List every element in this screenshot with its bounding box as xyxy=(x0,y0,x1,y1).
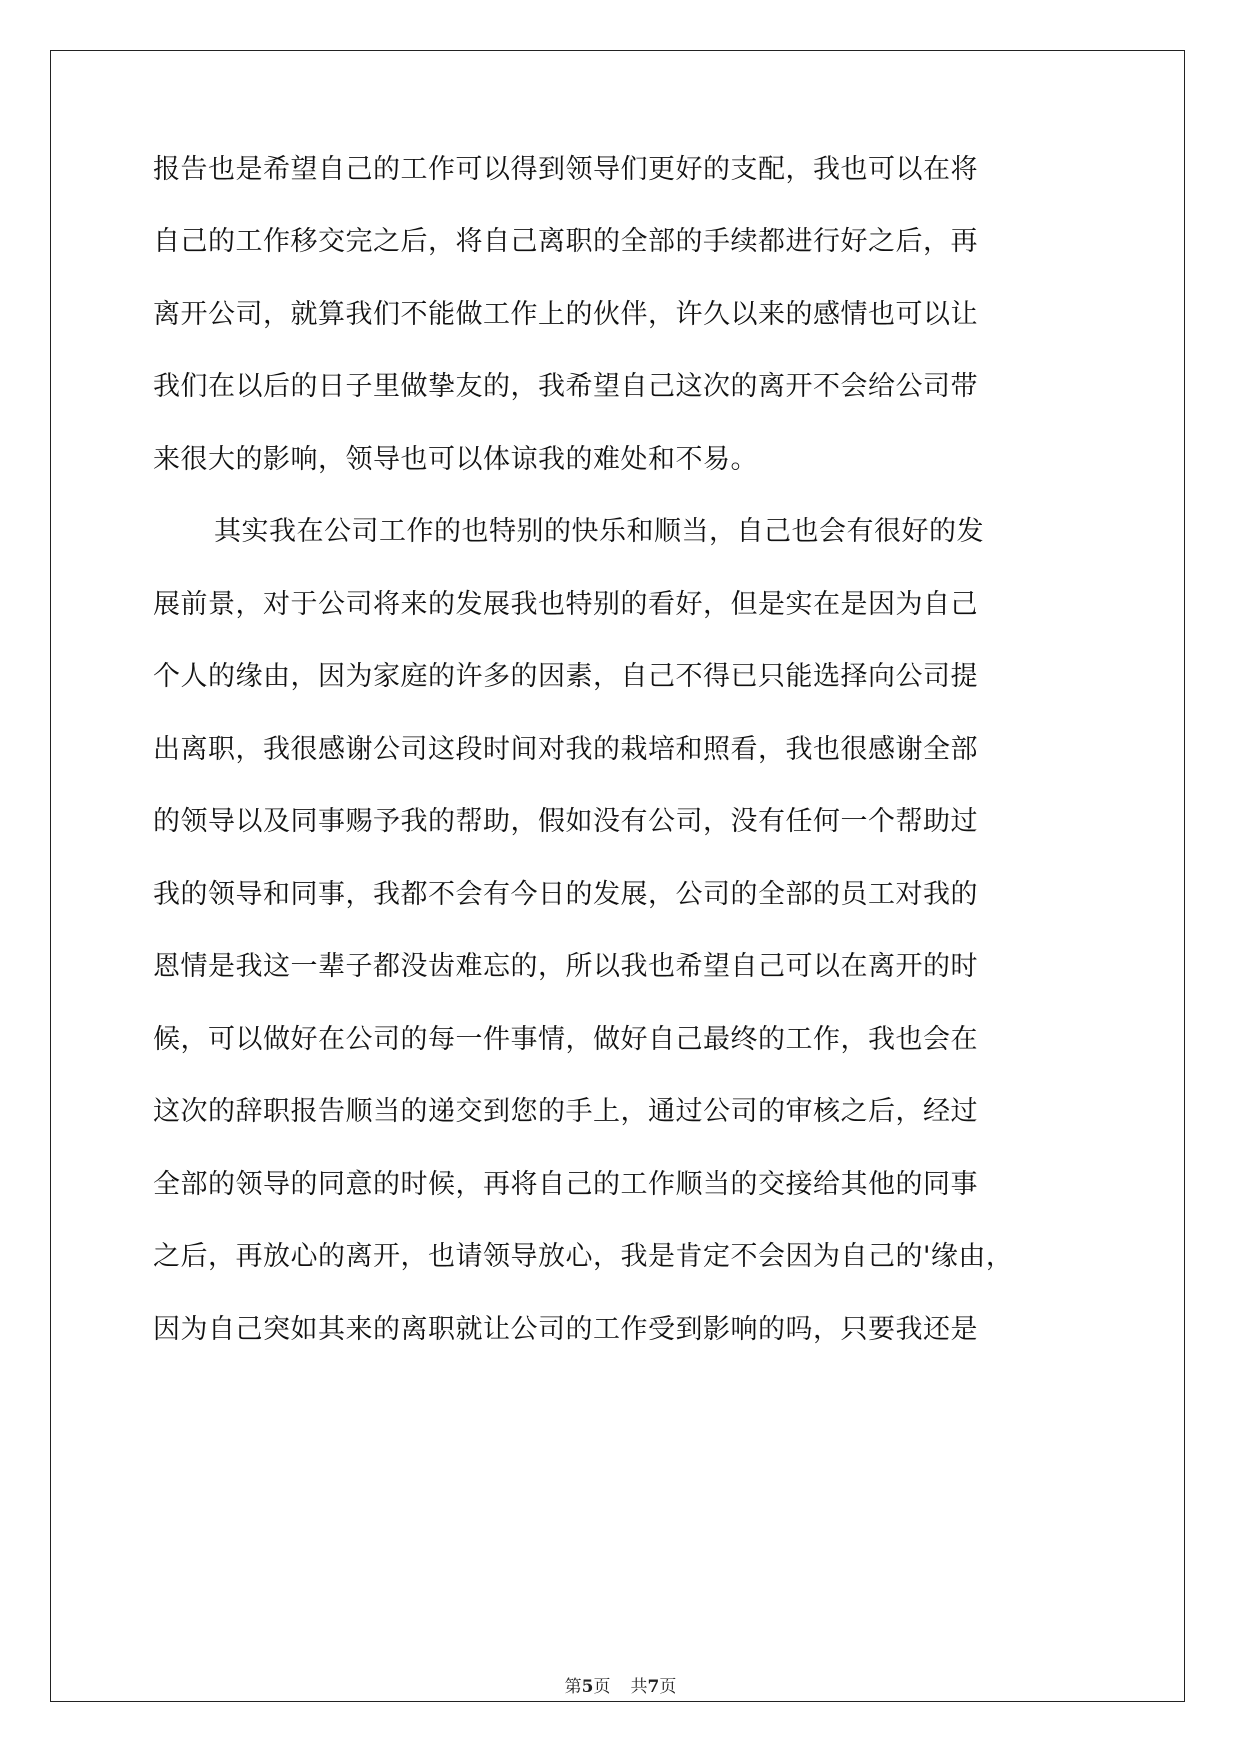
total-pages: 7 xyxy=(647,1677,660,1697)
body-line: 来很大的影响，领导也可以体谅我的难处和不易。 xyxy=(153,444,758,475)
footer-prefix: 第 xyxy=(564,1677,582,1697)
body-line: 报告也是希望自己的工作可以得到领导们更好的支配，我也可以在将 xyxy=(153,154,978,185)
footer-total-prefix: 共 xyxy=(630,1677,648,1697)
body-line: 全部的领导的同意的时候，再将自己的工作顺当的交接给其他的同事 xyxy=(153,1169,978,1200)
body-line: 这次的辞职报告顺当的递交到您的手上，通过公司的审核之后，经过 xyxy=(153,1096,978,1127)
body-line: 之后，再放心的离开，也请领导放心，我是肯定不会因为自己的'缘由， xyxy=(153,1241,1014,1272)
body-line: 展前景，对于公司将来的发展我也特别的看好，但是实在是因为自己 xyxy=(153,589,978,620)
body-line: 候，可以做好在公司的每一件事情，做好自己最终的工作，我也会在 xyxy=(153,1024,978,1055)
footer-total-suffix: 页 xyxy=(659,1677,677,1697)
body-line: 离开公司，就算我们不能做工作上的伙伴，许久以来的感情也可以让 xyxy=(153,299,978,330)
body-line: 我的领导和同事，我都不会有今日的发展，公司的全部的员工对我的 xyxy=(153,879,978,910)
page-number: 5 xyxy=(581,1677,594,1697)
body-line: 自己的工作移交完之后，将自己离职的全部的手续都进行好之后，再 xyxy=(153,226,978,257)
body-line: 因为自己突如其来的离职就让公司的工作受到影响的吗，只要我还是 xyxy=(153,1314,978,1345)
body-line: 个人的缘由，因为家庭的许多的因素，自己不得已只能选择向公司提 xyxy=(153,661,978,692)
footer-page-suffix: 页 xyxy=(593,1677,611,1697)
body-line: 的领导以及同事赐予我的帮助，假如没有公司，没有任何一个帮助过 xyxy=(153,806,978,837)
page-footer xyxy=(0,1672,1241,1697)
body-line: 出离职，我很感谢公司这段时间对我的栽培和照看，我也很感谢全部 xyxy=(153,734,978,765)
body-line: 我们在以后的日子里做挚友的，我希望自己这次的离开不会给公司带 xyxy=(153,371,978,402)
body-line-paragraph-start: 其实我在公司工作的也特别的快乐和顺当，自己也会有很好的发 xyxy=(214,516,984,547)
body-line: 恩情是我这一辈子都没齿难忘的，所以我也希望自己可以在离开的时 xyxy=(153,951,978,982)
